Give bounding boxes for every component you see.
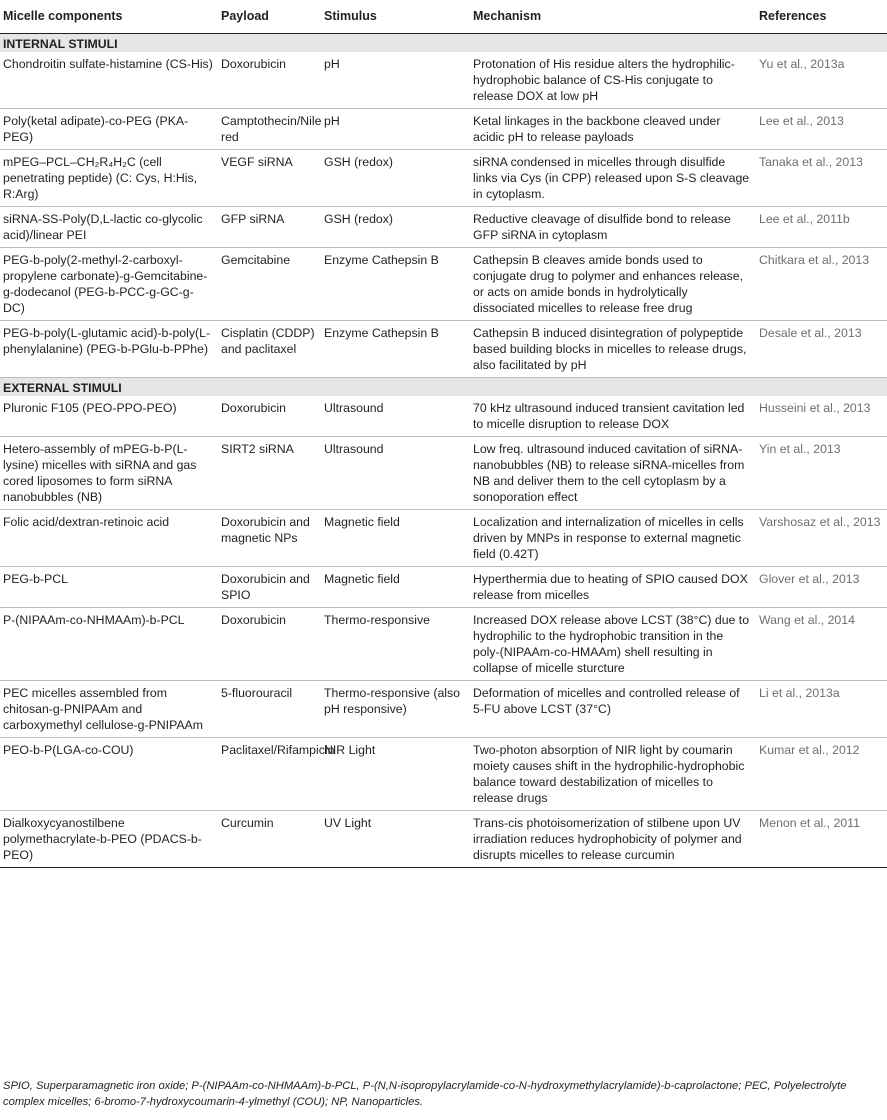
- cell-reference: Desale et al., 2013: [756, 320, 887, 377]
- cell-payload: Cisplatin (CDDP) and paclitaxel: [218, 320, 321, 377]
- cell-mechanism: 70 kHz ultrasound induced transient cavitation led to micelle disruption to release DOX: [470, 396, 756, 437]
- cell-micelle-components: siRNA-SS-Poly(D,L-lactic co-glycolic acid)/linear PEI: [0, 206, 218, 247]
- cell-micelle-components: Folic acid/dextran-retinoic acid: [0, 509, 218, 566]
- section-row: [0, 377, 887, 396]
- cell-micelle-components: Chondroitin sulfate-histamine (CS-His): [0, 52, 218, 109]
- cell-stimulus: GSH (redox): [321, 149, 470, 206]
- cell-micelle-components: PEO-b-P(LGA-co-COU): [0, 737, 218, 810]
- header-mechanism: Mechanism: [473, 9, 542, 23]
- cell-stimulus: UV Light: [321, 810, 470, 867]
- header-stimulus: Stimulus: [324, 9, 377, 23]
- cell-micelle-components: PEG-b-poly(L-glutamic acid)-b-poly(L-phenylalanine) (PEG-b-PGlu-b-PPhe): [0, 320, 218, 377]
- table-row: [0, 810, 887, 867]
- cell-stimulus: Enzyme Cathepsin B: [321, 320, 470, 377]
- cell-stimulus: Thermo-responsive: [321, 607, 470, 680]
- cell-reference: Yin et al., 2013: [756, 436, 887, 509]
- cell-payload: Doxorubicin: [218, 396, 321, 437]
- cell-reference: Glover et al., 2013: [756, 566, 887, 607]
- cell-mechanism: Trans-cis photoisomerization of stilbene upon UV irradiation reduces hydrophobicity of polymer and disrupts micelles to release curcumin: [470, 810, 756, 867]
- cell-payload: Paclitaxel/Rifampicin: [218, 737, 321, 810]
- cell-stimulus: GSH (redox): [321, 206, 470, 247]
- cell-reference: Kumar et al., 2012: [756, 737, 887, 810]
- cell-stimulus: pH: [321, 108, 470, 149]
- cell-stimulus: NIR Light: [321, 737, 470, 810]
- cell-reference: Li et al., 2013a: [756, 680, 887, 737]
- section-row: [0, 33, 887, 52]
- cell-mechanism: Two-photon absorption of NIR light by coumarin moiety causes shift in the hydrophilic-hydrophobic balance toward destabilization of micelles to release drugs: [470, 737, 756, 810]
- section-title: INTERNAL STIMULI: [0, 33, 887, 52]
- cell-stimulus: pH: [321, 52, 470, 109]
- cell-micelle-components: PEG-b-poly(2-methyl-2-carboxyl-propylene carbonate)-g-Gemcitabine-g-dodecanol (PEG-b-PCC-g-GC-g-DC): [0, 247, 218, 320]
- table-row: [0, 509, 887, 566]
- cell-mechanism: Increased DOX release above LCST (38°C) due to hydrophilic to the hydrophobic transition in the poly-(NIPAAm-co-HMAAm) shell resulting in collapse of micelle sturcture: [470, 607, 756, 680]
- cell-payload: 5-fluorouracil: [218, 680, 321, 737]
- cell-reference: Menon et al., 2011: [756, 810, 887, 867]
- cell-mechanism: Cathepsin B cleaves amide bonds used to conjugate drug to polymer and enhances release, or acts on amide bonds in hydrolytically dissociated micelles to release free drug: [470, 247, 756, 320]
- cell-payload: Doxorubicin and SPIO: [218, 566, 321, 607]
- cell-payload: Camptothecin/Nile red: [218, 108, 321, 149]
- cell-mechanism: Low freq. ultrasound induced cavitation of siRNA-nanobubbles (NB) to release siRNA-micelles from NB and deliver them to the cell cytoplasm by a sonoporation effect: [470, 436, 756, 509]
- table-row: [0, 737, 887, 810]
- cell-micelle-components: PEC micelles assembled from chitosan-g-PNIPAAm and carboxymethyl cellulose-g-PNIPAAm: [0, 680, 218, 737]
- cell-stimulus: Enzyme Cathepsin B: [321, 247, 470, 320]
- table-footnote: SPIO, Superparamagnetic iron oxide; P-(NIPAAm-co-NHMAAm)-b-PCL, P-(N,N-isopropylacrylamide-co-N-hydroxymethylacrylamide)-b-caprolactone; PEC, Polyelectrolyte complex micelles; 6-bromo-7-hydroxycoumarin-4-ylmethyl (COU); NP, Nanoparticles.: [3, 1080, 847, 1108]
- cell-micelle-components: mPEG–PCL–CH₂R₄H₂C (cell penetrating peptide) (C: Cys, H:His, R:Arg): [0, 149, 218, 206]
- cell-micelle-components: Hetero-assembly of mPEG-b-P(L-lysine) micelles with siRNA and gas cored liposomes to form siRNA nanobubbles (NB): [0, 436, 218, 509]
- cell-reference: Husseini et al., 2013: [756, 396, 887, 437]
- cell-payload: Doxorubicin: [218, 607, 321, 680]
- cell-mechanism: Ketal linkages in the backbone cleaved under acidic pH to release payloads: [470, 108, 756, 149]
- cell-mechanism: siRNA condensed in micelles through disulfide links via Cys (in CPP) released upon S-S cleavage in cytoplasm.: [470, 149, 756, 206]
- cell-reference: Yu et al., 2013a: [756, 52, 887, 109]
- table-body: [0, 33, 887, 867]
- cell-mechanism: Localization and internalization of micelles in cells driven by MNPs in response to external magnetic field (0.42T): [470, 509, 756, 566]
- section-title: EXTERNAL STIMULI: [0, 377, 887, 396]
- cell-micelle-components: Poly(ketal adipate)-co-PEG (PKA-PEG): [0, 108, 218, 149]
- table-row: [0, 52, 887, 109]
- cell-payload: SIRT2 siRNA: [218, 436, 321, 509]
- cell-payload: GFP siRNA: [218, 206, 321, 247]
- cell-payload: Curcumin: [218, 810, 321, 867]
- cell-payload: Doxorubicin: [218, 52, 321, 109]
- table-row: [0, 247, 887, 320]
- cell-micelle-components: Dialkoxycyanostilbene polymethacrylate-b-PEO (PDACS-b-PEO): [0, 810, 218, 867]
- cell-mechanism: Cathepsin B induced disintegration of polypeptide based building blocks in micelles to release drugs, also facilitated by pH: [470, 320, 756, 377]
- cell-reference: Varshosaz et al., 2013: [756, 509, 887, 566]
- table-row: [0, 149, 887, 206]
- header-row: [0, 0, 887, 33]
- cell-stimulus: Magnetic field: [321, 566, 470, 607]
- header-payload: Payload: [221, 9, 269, 23]
- cell-stimulus: Thermo-responsive (also pH responsive): [321, 680, 470, 737]
- table-row: [0, 607, 887, 680]
- table-row: [0, 396, 887, 437]
- cell-mechanism: Reductive cleavage of disulfide bond to release GFP siRNA in cytoplasm: [470, 206, 756, 247]
- cell-payload: VEGF siRNA: [218, 149, 321, 206]
- cell-stimulus: Ultrasound: [321, 396, 470, 437]
- cell-stimulus: Ultrasound: [321, 436, 470, 509]
- cell-mechanism: Protonation of His residue alters the hydrophilic-hydrophobic balance of CS-His conjugate to release DOX at low pH: [470, 52, 756, 109]
- cell-payload: Gemcitabine: [218, 247, 321, 320]
- table-row: [0, 680, 887, 737]
- header-micelle-components: Micelle components: [3, 9, 123, 23]
- cell-payload: Doxorubicin and magnetic NPs: [218, 509, 321, 566]
- header-references: References: [759, 9, 827, 23]
- cell-reference: Tanaka et al., 2013: [756, 149, 887, 206]
- cell-reference: Lee et al., 2011b: [756, 206, 887, 247]
- table-row: [0, 436, 887, 509]
- table-row: [0, 320, 887, 377]
- table-row: [0, 108, 887, 149]
- cell-mechanism: Deformation of micelles and controlled release of 5-FU above LCST (37°C): [470, 680, 756, 737]
- table-row: [0, 566, 887, 607]
- cell-mechanism: Hyperthermia due to heating of SPIO caused DOX release from micelles: [470, 566, 756, 607]
- cell-reference: Wang et al., 2014: [756, 607, 887, 680]
- table-row: [0, 206, 887, 247]
- cell-micelle-components: Pluronic F105 (PEO-PPO-PEO): [0, 396, 218, 437]
- cell-micelle-components: P-(NIPAAm-co-NHMAAm)-b-PCL: [0, 607, 218, 680]
- cell-reference: Chitkara et al., 2013: [756, 247, 887, 320]
- cell-micelle-components: PEG-b-PCL: [0, 566, 218, 607]
- cell-reference: Lee et al., 2013: [756, 108, 887, 149]
- cell-stimulus: Magnetic field: [321, 509, 470, 566]
